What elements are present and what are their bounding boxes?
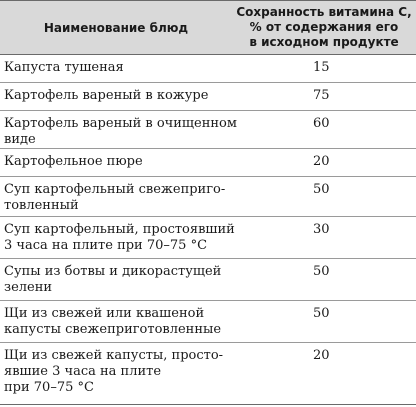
dish-line: Щи из свежей капусты, просто-	[4, 348, 224, 363]
table-row	[0, 259, 416, 301]
table-row	[0, 301, 416, 343]
dish-name	[4, 182, 224, 214]
dish-line: Капуста тушеная	[4, 60, 124, 75]
dish-line: 3 часа на плите при 70–75 °С	[4, 238, 208, 253]
table-row	[0, 217, 416, 259]
dish-line: капусты свежеприготовленные	[4, 322, 222, 337]
dish-line: Супы из ботвы и дикорастущей	[4, 264, 222, 279]
vitamin-c-value: 20	[313, 348, 330, 363]
table-row	[0, 177, 416, 217]
header-vitamin-line: % от содержания его	[249, 20, 399, 34]
vitamin-c-value: 20	[313, 154, 330, 169]
table-row	[0, 83, 416, 111]
table-row	[0, 343, 416, 405]
vitamin-c-value: 60	[313, 116, 330, 131]
dish-name	[4, 348, 224, 396]
dish-name	[4, 154, 224, 170]
table-row	[0, 55, 416, 83]
table-row	[0, 149, 416, 177]
dish-line: Суп картофельный свежеприго-	[4, 182, 226, 197]
table-header	[0, 0, 416, 55]
dish-name	[4, 264, 224, 296]
dish-line: явшие 3 часа на плите	[4, 364, 162, 379]
dish-line: виде	[4, 132, 36, 147]
dish-line: зелени	[4, 280, 53, 295]
vitamin-c-value: 50	[313, 182, 330, 197]
dish-line: Картофельное пюре	[4, 154, 143, 169]
header-vitamin-line: Сохранность витамина С,	[236, 5, 412, 19]
vitamin-c-value: 50	[313, 264, 330, 279]
vitamin-c-value: 50	[313, 306, 330, 321]
vitamin-c-value: 15	[313, 60, 330, 75]
dish-line: при 70–75 °С	[4, 380, 94, 395]
header-dish-name	[0, 1, 232, 54]
dish-line: Щи из свежей или квашеной	[4, 306, 205, 321]
dish-name	[4, 116, 237, 148]
dish-name	[4, 88, 224, 104]
dish-line: Картофель вареный в кожуре	[4, 88, 209, 103]
dish-line: Картофель вареный в очищенном	[4, 116, 237, 131]
dish-name	[4, 306, 224, 338]
dish-name	[4, 222, 235, 254]
header-vitamin-c	[232, 1, 416, 54]
vitamin-c-value: 30	[313, 222, 330, 237]
dish-line: Суп картофельный, простоявший	[4, 222, 235, 237]
vitamin-c-value: 75	[313, 88, 330, 103]
header-dish-label: Наименование блюд	[43, 20, 189, 35]
dish-name	[4, 60, 224, 76]
header-vitamin-line: в исходном продукте	[249, 35, 399, 49]
dish-line: товленный	[4, 198, 79, 213]
table-row	[0, 111, 416, 149]
